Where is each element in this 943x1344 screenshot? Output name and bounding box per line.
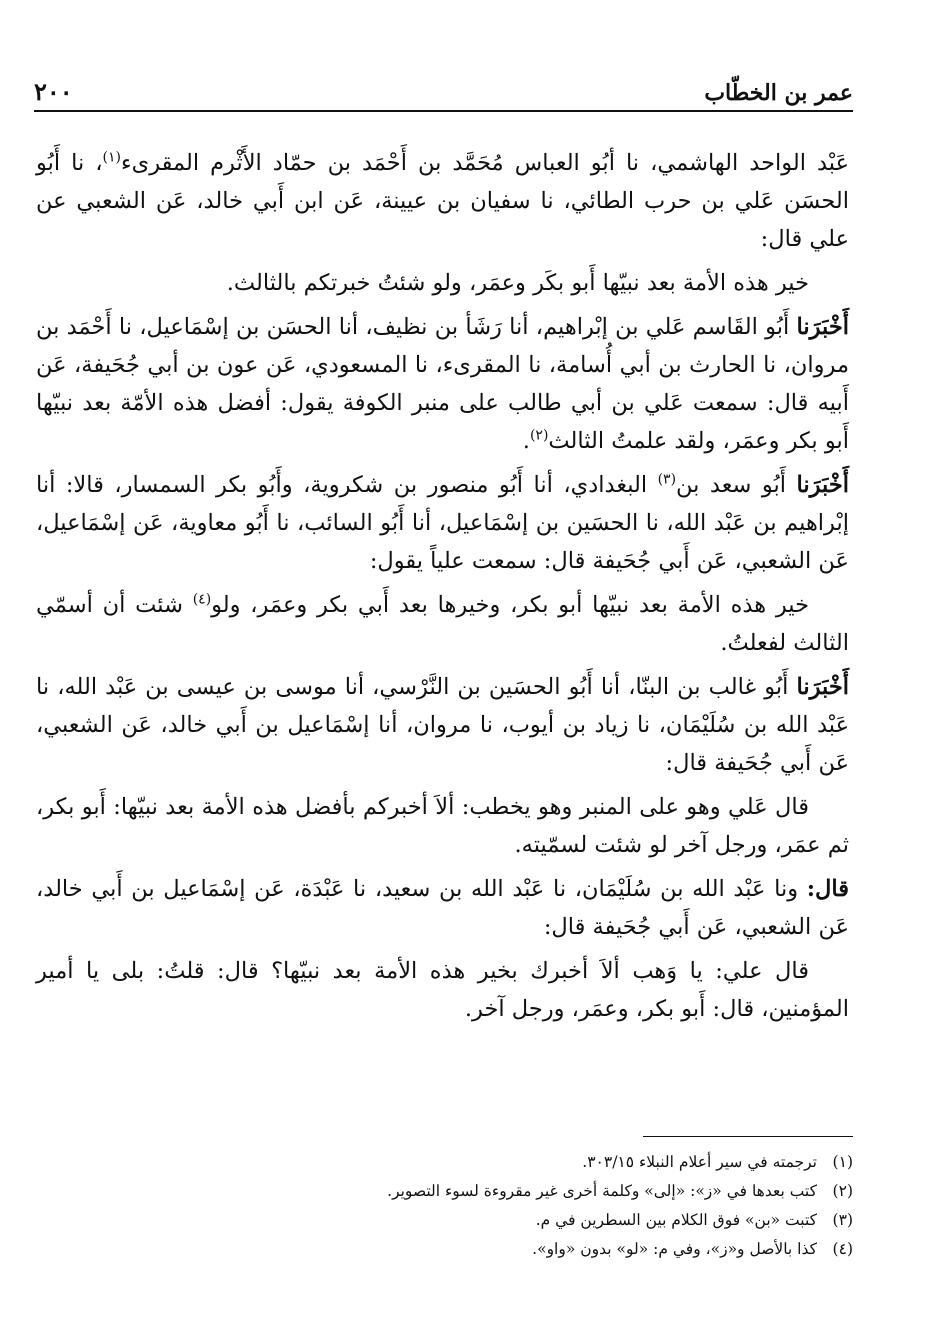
narration-chain xyxy=(36,870,849,946)
footnote-ref: (٤) xyxy=(192,591,212,608)
paragraph-text: . xyxy=(522,428,530,454)
lead-word: قال: xyxy=(806,876,849,902)
header-rule xyxy=(34,110,853,112)
footnote-number: (٣) xyxy=(832,1211,853,1229)
paragraph-text: خير هذه الأمة بعد نبيّها أبو بكر، وخيرها بعد أَبي بكر وعمَر، ولو xyxy=(211,592,809,618)
paragraph-text: قال عَلي وهو على المنبر وهو يخطب: ألاَ أخبركم بأفضل هذه الأمة بعد نبيّها: أَبو بكر، ثم عمَر، ورجل آخر لو شئت لسمّيته. xyxy=(36,794,849,858)
paragraph-text: أَبُو سعد بن xyxy=(676,472,797,498)
footnote-text: ترجمته في سير أعلام النبلاء ٣٠٣/١٥. xyxy=(582,1153,817,1171)
footnote-text: كذا بالأصل و«ز»، وفي م: «لو» بدون «واو». xyxy=(532,1240,817,1258)
quoted-saying xyxy=(36,264,849,302)
footnote xyxy=(120,1177,853,1206)
paragraph-text: قال علي: يا وَهب ألاَ أخبرك بخير هذه الأمة بعد نبيّها؟ قال: قلتُ: بلى يا أمير المؤمنين، قال: أَبو بكر، وعمَر، ورجل آخر. xyxy=(36,958,849,1022)
narration-chain xyxy=(36,308,849,460)
narration-chain xyxy=(36,144,849,258)
paragraph-text: خير هذه الأمة بعد نبيّها أَبو بكَر وعمَر، ولو شئتُ خبرتكم بالثالث. xyxy=(226,270,809,296)
footnote-number: (١) xyxy=(832,1153,853,1171)
footnotes xyxy=(120,1148,853,1264)
running-title: عمر بن الخطّاب xyxy=(704,80,853,106)
paragraph-text: شئت أن أسمّي الثالث لفعلتُ. xyxy=(36,592,849,656)
footnote-number: (٢) xyxy=(832,1182,853,1200)
footnote xyxy=(120,1148,853,1177)
lead-word: أَخْبَرَنا xyxy=(796,472,849,498)
paragraph-text: أَبُو غالب بن البنّا، أنا أَبُو الحسَين بن النَّرْسي، أنا موسى بن عيسى بن عَبْد الله، نا عَبْد الله بن سُلَيْمَان، نا زياد بن أيوب، نا مروان، أنا إسْمَاعيل بن أَبي خالد، عَن الشعبي، عَن أَبي جُحَيفة قال: xyxy=(36,674,849,776)
page-header xyxy=(34,74,853,106)
narration-chain xyxy=(36,466,849,580)
footnote xyxy=(120,1235,853,1264)
paragraph-text: ، نا أَبُو الحسَن عَلي بن حرب الطائي، نا سفيان بن عيينة، عَن ابن أَبي خالد، عَن الشعبي عن علي قال: xyxy=(36,150,849,252)
quoted-saying xyxy=(36,788,849,864)
footnote-ref: (٣) xyxy=(657,471,677,488)
lead-word: أَخْبَرَنا xyxy=(796,314,849,340)
body-text xyxy=(36,138,849,1028)
lead-word: أَخْبَرَنا xyxy=(796,674,849,700)
paragraph-text: البغدادي، أنا أَبُو منصور بن شكروية، وأَبُو بكر السمسار، قالا: أنا إبْراهيم بن عَبْد الله، نا الحسَين بن إسْمَاعيل، أنا أَبُو السائب، نا أَبُو معاوية، عَن إسْمَاعيل، عَن الشعبي، عَن أَبي جُحَيفة قال: سمعت علياً يقول: xyxy=(36,472,849,574)
quoted-saying xyxy=(36,952,849,1028)
footnote-rule xyxy=(643,1136,853,1137)
paragraph-text: أَبُو القَاسم عَلي بن إبْراهيم، أنا رَشَأ بن نظيف، أنا الحسَن بن إسْمَاعيل، نا أَحْمَد بن مروان، نا الحارث بن أبي أُسامة، نا المقرىء، نا المسعودي، عَن عون بن أبي جُحَيفة، عَن أَبيه قال: سمعت عَلي بن أبي طالب على منبر الكوفة يقول: أفضل هذه الأمّة بعد نبيّها أَبو بكر وعمَر، ولقد علمتُ الثالث xyxy=(36,314,849,454)
page-number: ٢٠٠ xyxy=(34,77,73,106)
paragraph-text: عَبْد الواحد الهاشمي، نا أبُو العباس مُحَمَّد بن أَحْمَد بن حمّاد الأَثْرم المقرىء xyxy=(121,150,850,176)
quoted-saying xyxy=(36,586,849,662)
footnote-ref: (٢) xyxy=(529,427,549,444)
paragraph-text: ونا عَبْد الله بن سُلَيْمَان، نا عَبْد الله بن سعيد، نا عَبْدَة، عَن إسْمَاعيل بن أَبي خالد، عَن الشعبي، عَن أَبي جُحَيفة قال: xyxy=(36,876,849,940)
footnote-ref: (١) xyxy=(102,149,121,166)
footnote-text: كتب بعدها في «ز»: «إلى» وكلمة أخرى غير مقروءة لسوء التصوير. xyxy=(387,1182,817,1200)
narration-chain xyxy=(36,668,849,782)
footnote-number: (٤) xyxy=(832,1240,853,1258)
footnote-text: كتبت «بن» فوق الكلام بين السطرين في م. xyxy=(535,1211,817,1229)
footnote xyxy=(120,1206,853,1235)
